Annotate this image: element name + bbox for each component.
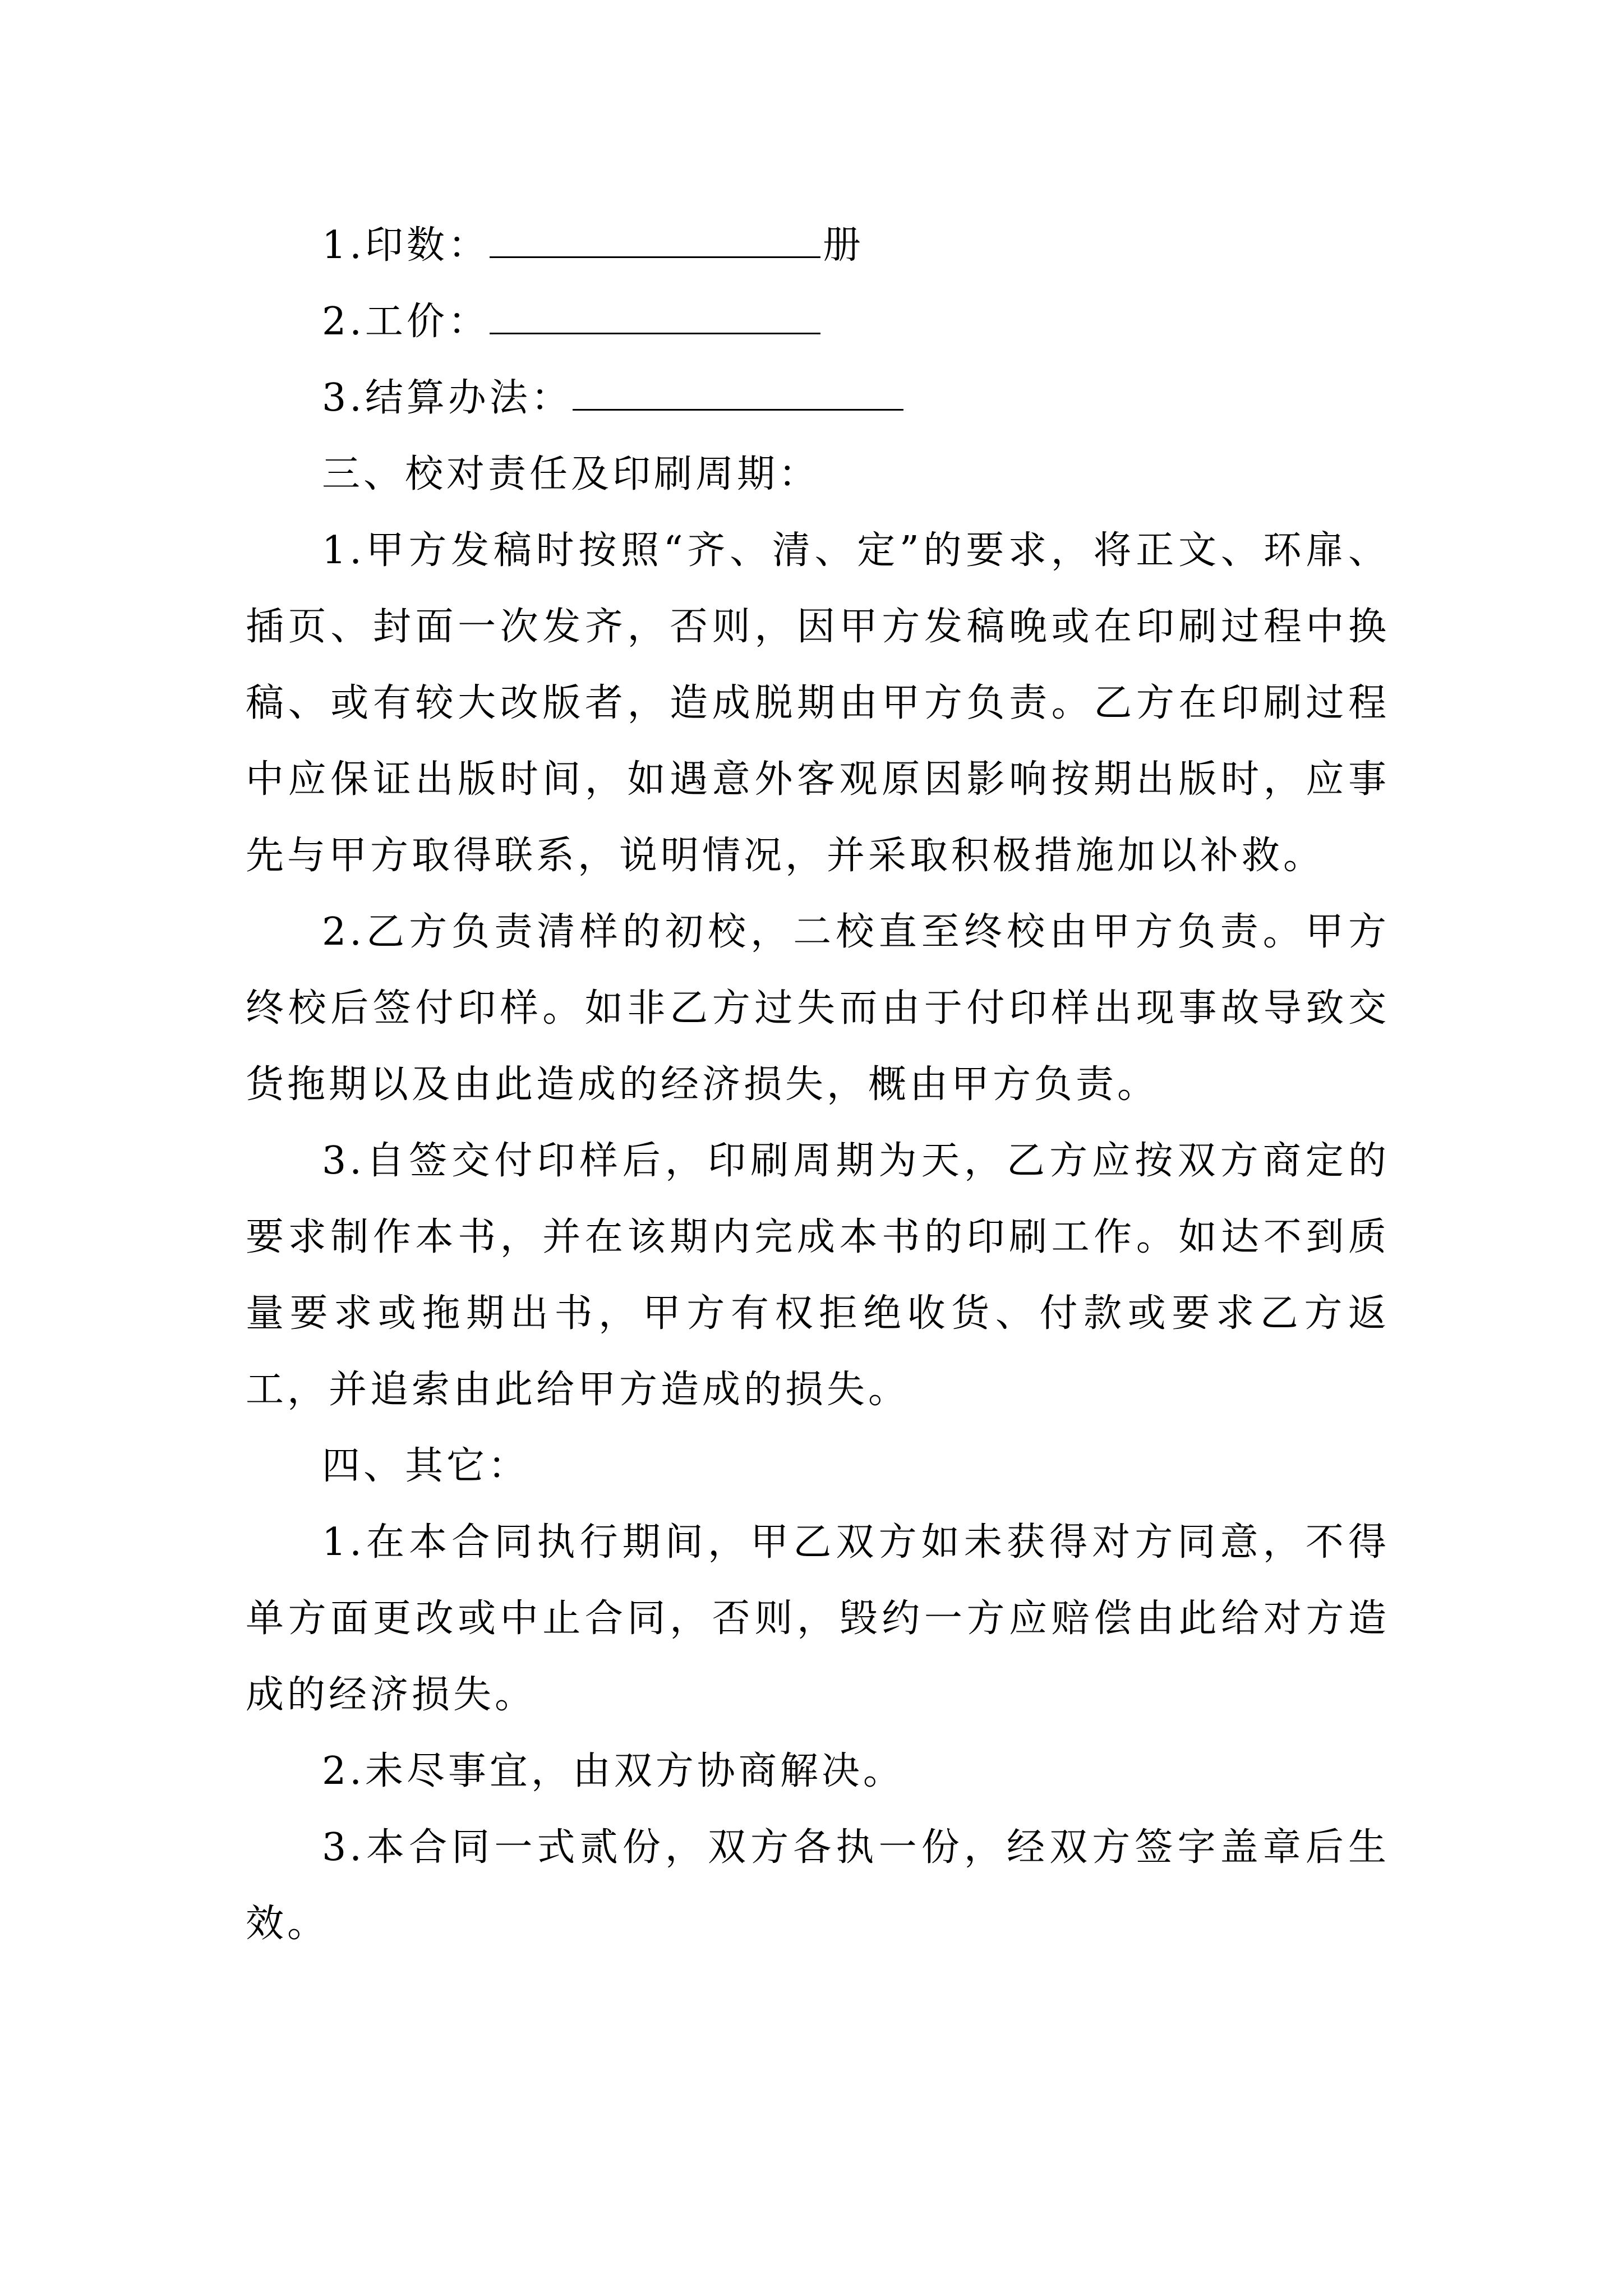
fill-line-unit-price — [246, 284, 1390, 360]
fill-line-suffix: 册 — [822, 223, 864, 268]
clause-4-1: 1.在本合同执行期间，甲乙双方如未获得对方同意，不得单方面更改或中止合同，否则，毁约一方应赔偿由此给对方造成的经济损失。 — [246, 1520, 1390, 1717]
fill-line-settlement-method — [246, 360, 1390, 436]
fill-line-label: 2.工价： — [322, 300, 490, 344]
fill-line-label: 3.结算办法： — [322, 376, 573, 420]
document-body — [246, 208, 1390, 1962]
fill-line-label: 1.印数： — [322, 223, 490, 268]
blank-underline — [490, 303, 820, 334]
fill-line-print-quantity — [246, 208, 1390, 284]
clause-3-2: 2.乙方负责清样的初校，二校直至终校由甲方负责。甲方终校后签付印样。如非乙方过失而由于付印样出现事故导致交货拖期以及由此造成的经济损失，概由甲方负责。 — [246, 910, 1390, 1107]
section-heading-other: 四、其它： — [322, 1444, 530, 1488]
clause-3-1: 1.甲方发稿时按照“齐、清、定”的要求，将正文、环扉、插页、封面一次发齐，否则，因甲方发稿晚或在印刷过程中换稿、或有较大改版者，造成脱期由甲方负责。乙方在印刷过程中应保证出版时间，如遇意外客观原因影响按期出版时，应事先与甲方取得联系，说明情况，并采取积极措施加以补救。 — [246, 528, 1390, 878]
blank-underline — [573, 380, 903, 411]
section-heading-proofreading: 三、校对责任及印刷周期： — [322, 452, 820, 496]
clause-4-3: 3.本合同一式贰份，双方各执一份，经双方签字盖章后生效。 — [246, 1825, 1390, 1946]
clause-3-3: 3.自签交付印样后，印刷周期为天，乙方应按双方商定的要求制作本书，并在该期内完成本书的印刷工作。如达不到质量要求或拖期出书，甲方有权拒绝收货、付款或要求乙方返工，并追索由此给甲方造成的损失。 — [246, 1139, 1390, 1412]
blank-underline — [490, 227, 820, 258]
clause-4-2: 2.未尽事宜，由双方协商解决。 — [322, 1749, 905, 1793]
